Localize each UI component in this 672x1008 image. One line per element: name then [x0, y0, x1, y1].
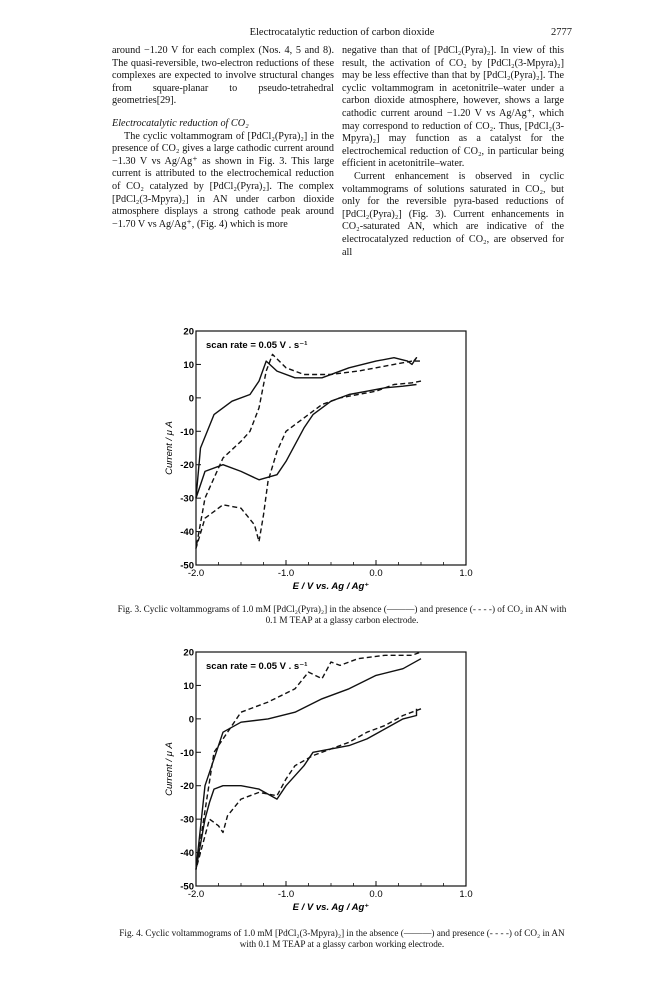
y-tick-label: 0 [188, 393, 194, 405]
figure-3-caption: Fig. 3. Cyclic voltammograms of 1.0 mM [PdCl₂(Pyra)₂] in the absence (———) and presence (- - - -) of CO₂ in AN with 0.1 M TEAP at a glassy carbon electrode. [117, 604, 567, 625]
y-tick-label: 10 [183, 359, 194, 371]
y-tick-label: 0 [188, 714, 194, 726]
y-tick-label: -10 [180, 426, 194, 438]
series-line-no-co2 [196, 358, 417, 498]
x-axis-label: E / V vs. Ag / Ag⁺ [292, 581, 370, 592]
x-tick-label: -1.0 [277, 889, 295, 900]
scan-rate-annotation: scan rate = 0.05 V . s⁻¹ [206, 340, 308, 351]
series-line-no-co2 [196, 659, 421, 870]
right-column [342, 45, 564, 259]
paragraph: Current enhancement is observed in cyclic voltammograms of solutions saturated in CO₂, but only for the reversible pyra-based reductions of [PdCl₂(Pyra)₂] (Fig. 3). Current enhancements in CO₂-saturated AN, which are indicative of the electrocatalyzed reduction of CO₂, are observed for all [342, 170, 564, 258]
y-tick-label: -20 [180, 460, 194, 472]
x-tick-label: 1.0 [459, 889, 473, 900]
section-heading: Electrocatalytic reduction of CO₂ [112, 117, 249, 129]
x-tick-label: 0.0 [369, 889, 383, 900]
y-tick-label: -30 [180, 493, 194, 505]
x-tick-label: -2.0 [187, 568, 205, 579]
left-column [112, 45, 334, 231]
y-tick-label: -10 [180, 747, 194, 759]
page-number: 2777 [551, 27, 572, 38]
y-axis-label: Current / μ A [164, 421, 175, 475]
y-tick-label: -40 [180, 527, 194, 539]
x-tick-label: -1.0 [277, 568, 295, 579]
x-axis-label: E / V vs. Ag / Ag⁺ [292, 902, 370, 913]
x-tick-label: -2.0 [187, 889, 205, 900]
paragraph: negative than that of [PdCl₂(Pyra)₂]. In view of this result, the activation of CO₂ by [PdCl₂(3-Mpyra)₂] may be less effective than that by [PdCl₂(Pyra)₂]. The cyclic voltammogram in acetonitrile–water under a carbon dioxide atmosphere, however, shows a large cathodic current around −1.20 V vs Ag/Ag⁺, which may correspond to reduction of CO₂. Thus, [PdCl₂(3-Mpyra)₂] may function as a catalyst for the electrochemical reduction of CO₂, in particular being efficient in acetonitrile–water. [342, 45, 564, 170]
x-tick-label: 1.0 [459, 568, 473, 579]
plot-frame [196, 331, 466, 565]
y-axis-label: Current / μ A [164, 742, 175, 796]
y-tick-label: 20 [183, 326, 194, 338]
y-tick-label: -40 [180, 848, 194, 860]
plot-frame [196, 652, 466, 886]
paragraph: around −1.20 V for each complex (Nos. 4, 5 and 8). The quasi-reversible, two-electron reductions of these complexes are expected to involve structural changes from square-planar to pseudo-tetrahedral geometries[29]. [112, 45, 334, 107]
y-tick-label: -50 [180, 560, 194, 572]
y-tick-label: -30 [180, 814, 194, 826]
y-tick-label: -50 [180, 881, 194, 893]
running-title: Electrocatalytic reduction of carbon dioxide [249, 27, 435, 38]
series-line-co2 [196, 652, 421, 869]
y-tick-label: 20 [183, 647, 194, 659]
figure-4-caption: Fig. 4. Cyclic voltammograms of 1.0 mM [PdCl₂(3-Mpyra)₂] in the absence (———) and presence (- - - -) of CO₂ in AN with 0.1 M TEAP at a glassy carbon working electrode. [119, 928, 565, 949]
figure-4-chart [112, 646, 562, 918]
paragraph: The cyclic voltammogram of [PdCl₂(Pyra)₂] in the presence of CO₂ gives a large cathodic current around −1.30 V vs Ag/Ag⁺ as shown in Fig. 3. This large current is attributed to the electrochemical reduction of CO₂ catalyzed by [PdCl₂(Pyra)₂]. The complex [PdCl₂(3-Mpyra)₂] in AN under carbon dioxide atmosphere displays a strong cathode peak around −1.70 V vs Ag/Ag⁺, (Fig. 4) which is more [112, 130, 334, 230]
x-tick-label: 0.0 [369, 568, 383, 579]
y-tick-label: -20 [180, 781, 194, 793]
scan-rate-annotation: scan rate = 0.05 V . s⁻¹ [206, 661, 308, 672]
series-line-co2 [196, 354, 421, 548]
y-tick-label: 10 [183, 680, 194, 692]
figure-3-chart [112, 325, 562, 595]
